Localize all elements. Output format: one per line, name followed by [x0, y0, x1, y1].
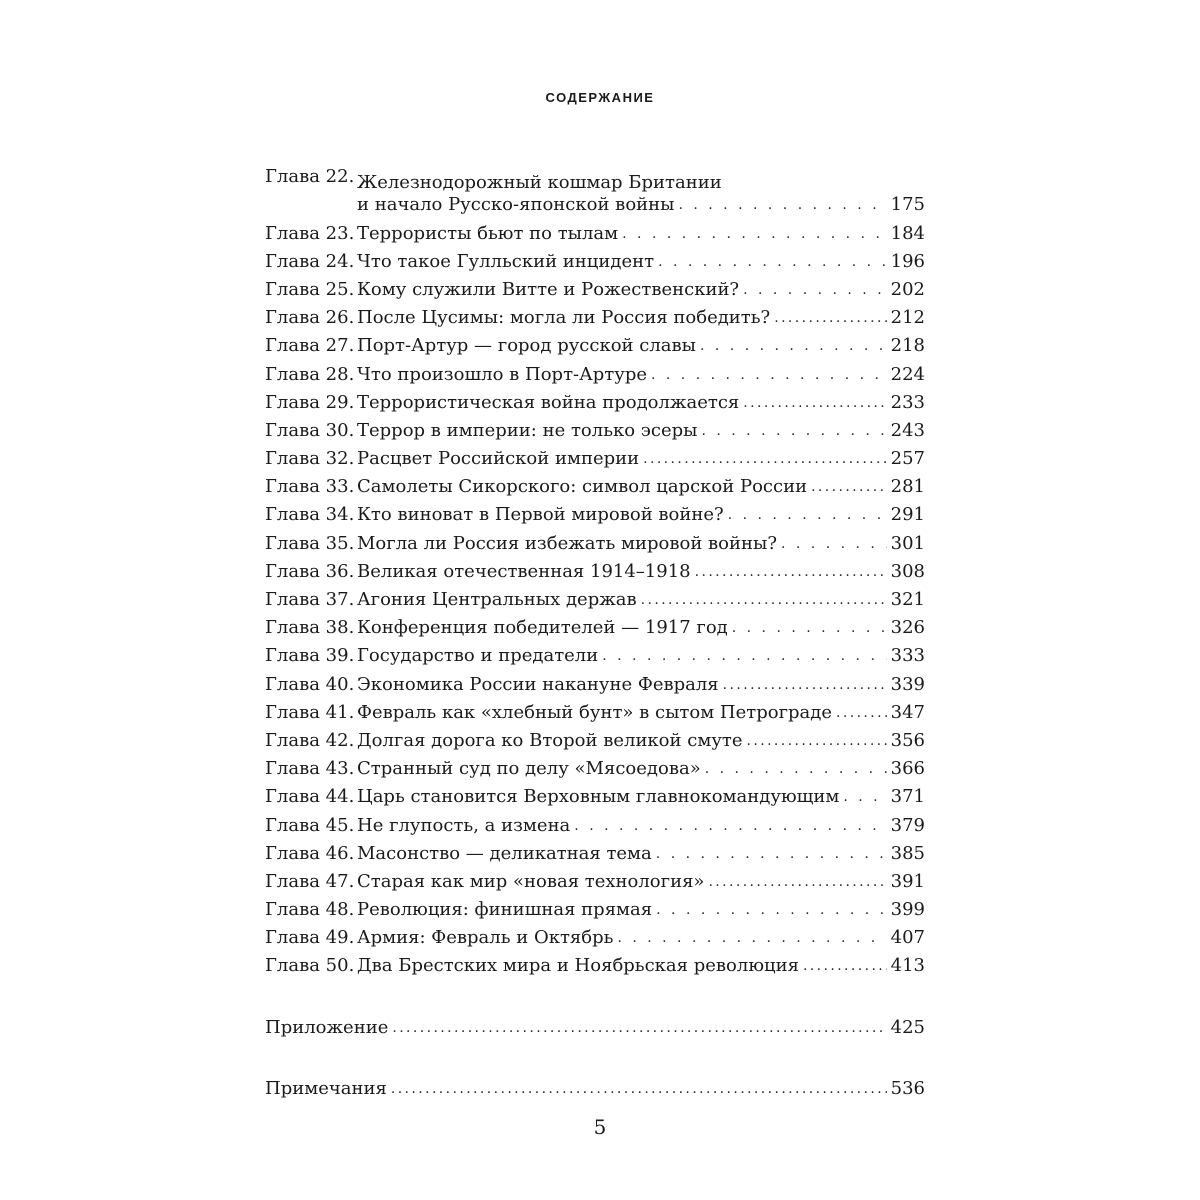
toc-entry-chapter-37[interactable] [265, 583, 925, 611]
toc-entry-chapter-25[interactable] [265, 273, 925, 301]
toc-entry-page: 308 [890, 560, 925, 582]
dot-leader [743, 392, 886, 414]
toc-entry-title: Что произошло в Порт-Артуре [357, 363, 647, 385]
toc-entry-page: 224 [890, 363, 925, 385]
toc-entry-chapter-27[interactable] [265, 329, 925, 357]
toc-entry-chapter-34[interactable] [265, 498, 925, 526]
toc-entry-title: Могла ли Россия избежать мировой войны? [357, 532, 777, 554]
toc-entry-page: 321 [890, 589, 925, 611]
toc-entry-chapter-28[interactable] [265, 357, 925, 385]
dot-leader [743, 279, 887, 301]
dot-leader [803, 955, 887, 977]
toc-entry-chapter-36[interactable] [265, 555, 925, 583]
toc-entry-prefix: Глава 29. [265, 391, 355, 413]
toc-entry-title: Государство и предатели [357, 645, 599, 667]
toc-entry-prefix: Глава 36. [265, 560, 355, 582]
toc-entry-title: Агония Центральных держав [357, 589, 637, 611]
dot-leader [705, 758, 887, 780]
toc-entry-page: 339 [890, 673, 925, 695]
dot-leader [617, 927, 886, 949]
toc-entry-prefix: Глава 41. [265, 701, 355, 723]
toc-entry-chapter-30[interactable] [265, 414, 925, 442]
toc-entry-prefix: Глава 33. [265, 476, 355, 498]
toc-entry-prefix: Глава 49. [265, 927, 355, 949]
toc-entry-chapter-32[interactable] [265, 442, 925, 470]
toc-entry-prefix: Глава 26. [265, 307, 355, 329]
toc-entry-prefix: Глава 46. [265, 842, 355, 864]
toc-entry-chapter-43[interactable] [265, 752, 925, 780]
section-gap [265, 1039, 925, 1072]
toc-entry-title: Экономика России накануне Февраля [357, 673, 719, 695]
toc-entry-title: После Цусимы: могла ли Россия победить? [357, 307, 771, 329]
toc-entry-page: 196 [890, 250, 925, 272]
toc-entry-chapter-50[interactable] [265, 949, 925, 977]
toc-entry-page: 407 [890, 927, 925, 949]
toc-entry-prefix: Глава 40. [265, 673, 355, 695]
toc-entry-prefix: Глава 22. [265, 166, 355, 188]
dot-leader [678, 194, 886, 216]
dot-leader [695, 561, 887, 583]
toc-entry-page: 536 [890, 1077, 925, 1099]
toc-entry-title: Долгая дорога ко Второй великой смуте [357, 729, 743, 751]
toc-entry-title: Порт-Артур — город русской славы [357, 335, 696, 357]
dot-leader [836, 702, 887, 724]
toc-entry-title: Кому служили Витте и Рожественский? [357, 278, 740, 300]
toc-entry-page: 202 [890, 278, 925, 300]
dot-leader [658, 251, 887, 273]
toc-entry-title: Старая как мир «новая технология» [357, 870, 705, 892]
toc-entry-title: Великая отечественная 1914–1918 [357, 560, 691, 582]
toc-entry-chapter-49[interactable] [265, 921, 925, 949]
toc-entry-title: Масонство — деликатная тема [357, 842, 652, 864]
toc-entry-title: Кто виноват в Первой мировой войне? [357, 504, 724, 526]
dot-leader [700, 335, 887, 357]
dot-leader [656, 843, 887, 865]
toc-entry-prefix: Глава 24. [265, 250, 355, 272]
toc-entry-prefix: Глава 30. [265, 419, 355, 441]
toc-entry-page: 257 [890, 448, 925, 470]
toc-entry-title: Расцвет Российской империи [357, 448, 640, 470]
dot-leader [622, 223, 887, 245]
toc-entry-prefix: Глава 35. [265, 532, 355, 554]
toc-entry-page: 281 [890, 476, 925, 498]
toc-entry-prefix: Глава 38. [265, 617, 355, 639]
toc-entry-title: Армия: Февраль и Октябрь [357, 927, 614, 949]
toc-entry-page: 218 [890, 335, 925, 357]
toc-entry-chapter-40[interactable] [265, 667, 925, 695]
dot-leader [774, 307, 886, 329]
toc-entry-title: Самолеты Сикорского: символ царской России [357, 476, 808, 498]
dot-leader [391, 1078, 887, 1100]
toc-entry-chapter-42[interactable] [265, 724, 925, 752]
dot-leader [641, 589, 887, 611]
toc-entry-page: 347 [890, 701, 925, 723]
toc-entry-prefix: Глава 42. [265, 729, 355, 751]
toc-entry-chapter-41[interactable] [265, 696, 925, 724]
toc-entry-prefix: Глава 34. [265, 504, 355, 526]
toc-entry-page: 212 [890, 307, 925, 329]
toc-entry-chapter-39[interactable] [265, 639, 925, 667]
toc-entry-title: Февраль как «хлебный бунт» в сытом Петрограде [357, 701, 833, 723]
toc-entry-page: 413 [890, 955, 925, 977]
toc-entry-chapter-46[interactable] [265, 837, 925, 865]
dot-leader [781, 533, 887, 555]
dot-leader [651, 364, 887, 386]
toc-entry-prefix: Глава 32. [265, 448, 355, 470]
toc-entry-chapter-44[interactable] [265, 780, 925, 808]
toc-entry-page: 333 [890, 645, 925, 667]
dot-leader [723, 674, 887, 696]
dot-leader [747, 730, 887, 752]
toc-entry-chapter-47[interactable] [265, 865, 925, 893]
toc-entry-page: 301 [890, 532, 925, 554]
toc-entry-prefix: Глава 37. [265, 589, 355, 611]
toc-entry-page: 391 [890, 870, 925, 892]
toc-entry-chapter-35[interactable] [265, 526, 925, 554]
dot-leader [392, 1017, 886, 1039]
toc-entry-title: Не глупость, а измена [357, 814, 571, 836]
toc-entry-title: Приложение [265, 1016, 389, 1038]
section-gap [265, 977, 925, 1010]
toc-entry-prefix: Глава 39. [265, 645, 355, 667]
toc-entry-chapter-29[interactable] [265, 386, 925, 414]
table-of-contents [265, 160, 925, 1100]
toc-entry-chapter-45[interactable] [265, 808, 925, 836]
running-header: СОДЕРЖАНИЕ [545, 90, 655, 105]
toc-entry-page: 326 [890, 617, 925, 639]
toc-entry-prefix: Глава 23. [265, 222, 355, 244]
toc-entry-prefix: Глава 48. [265, 899, 355, 921]
toc-entry-prefix: Глава 47. [265, 870, 355, 892]
toc-entry-title-line1: Железнодорожный кошмар Британии [357, 172, 722, 194]
toc-entry-prefix: Глава 44. [265, 786, 355, 808]
toc-entry-title: Конференция победителей — 1917 год [357, 617, 728, 639]
toc-entry-notes[interactable] [265, 1072, 925, 1100]
toc-entry-page: 175 [890, 194, 925, 216]
toc-entry-chapter-38[interactable] [265, 611, 925, 639]
toc-entry-prefix: Глава 27. [265, 335, 355, 357]
toc-entry-page: 233 [890, 391, 925, 413]
dot-leader [732, 617, 887, 639]
dot-leader [843, 786, 886, 808]
toc-entry-appendix[interactable] [265, 1010, 925, 1038]
dot-leader [602, 645, 886, 667]
toc-entry-page: 184 [890, 222, 925, 244]
toc-entry-prefix: Глава 50. [265, 955, 355, 977]
dot-leader [574, 815, 886, 837]
toc-entry-title: Странный суд по делу «Мясоедова» [357, 758, 701, 780]
toc-entry-chapter-24[interactable] [265, 245, 925, 273]
toc-entry-page: 291 [890, 504, 925, 526]
dot-leader [701, 420, 886, 442]
toc-entry-page: 425 [890, 1016, 925, 1038]
toc-entry-prefix: Глава 25. [265, 278, 355, 300]
toc-entry-page: 379 [890, 814, 925, 836]
dot-leader [728, 504, 887, 526]
dot-leader [708, 871, 886, 893]
toc-entry-title: Два Брестских мира и Ноябрьская революция [357, 955, 799, 977]
dot-leader [811, 476, 887, 498]
page-number: 5 [593, 1115, 607, 1139]
dot-leader [643, 448, 887, 470]
toc-entry-page: 371 [890, 786, 925, 808]
toc-entry-prefix: Глава 45. [265, 814, 355, 836]
toc-entry-chapter-22[interactable] [265, 160, 925, 216]
toc-entry-title: Революция: финишная прямая [357, 899, 653, 921]
toc-entry-page: 385 [890, 842, 925, 864]
toc-entry-chapter-33[interactable] [265, 470, 925, 498]
toc-entry-page: 243 [890, 419, 925, 441]
toc-entry-title: Что такое Гулльский инцидент [357, 250, 655, 272]
toc-entry-page: 356 [890, 729, 925, 751]
toc-entry-title: Примечания [265, 1077, 387, 1099]
toc-entry-title: Террор в империи: не только эсеры [357, 419, 698, 441]
dot-leader [656, 899, 887, 921]
toc-entry-chapter-48[interactable] [265, 893, 925, 921]
toc-entry-chapter-26[interactable] [265, 301, 925, 329]
toc-entry-prefix: Глава 43. [265, 758, 355, 780]
toc-entry-page: 399 [890, 899, 925, 921]
toc-entry-title: и начало Русско-японской войны [357, 194, 675, 216]
toc-entry-title: Террористическая война продолжается [357, 391, 740, 413]
toc-entry-title: Царь становится Верховным главнокомандующим [357, 786, 840, 808]
toc-entry-title: Террористы бьют по тылам [357, 222, 619, 244]
toc-entry-chapter-23[interactable] [265, 216, 925, 244]
toc-entry-prefix: Глава 28. [265, 363, 355, 385]
toc-entry-page: 366 [890, 758, 925, 780]
